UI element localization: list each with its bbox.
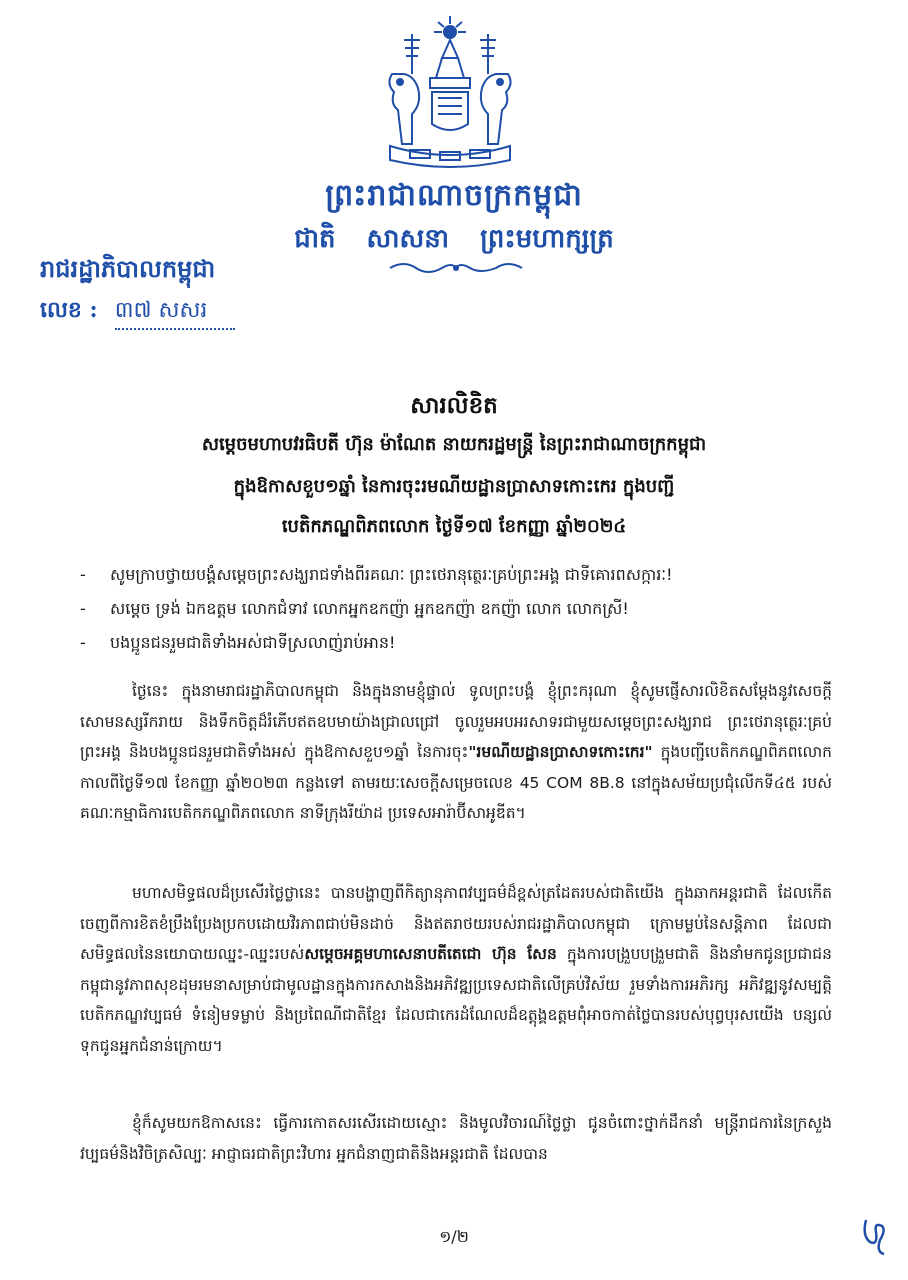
reference-label: លេខ :	[40, 297, 98, 323]
person-name-bold: សម្តេចអគ្គមហាសេនាបតីតេជោ ហ៊ុន សែន	[304, 945, 557, 963]
salutation-text: សម្តេច ទ្រង់ ឯកឧត្តម លោកជំទាវ លោកអ្នកឧកញ៉ា អ្នកឧកញ៉ា ឧកញ៉ា លោក លោកស្រី!	[110, 599, 629, 618]
salutation-item	[80, 558, 860, 592]
title-line-4: បេតិកភណ្ឌពិភពលោក ថ្ងៃទី១៧ ខែកញ្ញា ឆ្នាំ២០២៤	[281, 516, 627, 537]
paragraph-text: មហាសមិទ្ធផលដ៏ប្រសើរថ្លៃថ្លានេះ បានបង្ហាញពីកិត្យានុភាពវប្បធម៌ដ៏ខ្ពស់ត្រដែតរបស់ជាតិយើង ក្នុងឆាកអន្តរជាតិ ដែលកើតចេញពីការខិតខំប្រឹងប្រែងប្រកបដោយវិរភាពជាប់មិនដាច់ និងឥតរាថយរបស់រាជរដ្ឋាភិបាលកម្ពុជា ក្រោមម្លប់នៃសន្តិភាព ដែលជាសមិទ្ធផលនៃនយោបាយឈ្នះ-ឈ្នះរបស់	[80, 884, 832, 963]
paragraph-text: ខ្ញុំក៏សូមយកឱកាសនេះ ធ្វើការកោតសរសើរដោយស្មោះ និងមូលវិចារណ៍ថ្លៃថ្លា ជូនចំពោះថ្នាក់ដឹកនាំ មន្ត្រីរាជការនៃក្រសួងវប្បធម៌និងវិចិត្រសិល្បៈ អាជ្ញាធរជាតិព្រះវិហារ អ្នកជំនាញជាតិនិងអន្តរជាតិ ដែលបាន	[80, 1114, 832, 1163]
body-paragraph-3	[80, 1108, 832, 1169]
paragraph-text: ក្នុងការបង្រួបបង្រួមជាតិ និងនាំមកជូនប្រជាជនកម្ពុជានូវភាពសុខដុមរមនាសម្រាប់ជាមូលដ្ឋានក្នុងការកសាងនិងអភិវឌ្ឍប្រទេសជាតិលើគ្រប់វិស័យ រួមទាំងការអភិរក្ស អភិវឌ្ឍនូវសម្បត្តិ បេតិកភណ្ឌវប្បធម៌ ទំនៀមទម្លាប់ និងប្រពៃណីជាតិខ្មែរ ដែលជាកេរដំណែលដ៏ឧត្តុង្គឧត្តមពុំអាចកាត់ថ្លៃបានរបស់បុព្វបុរសយើង បន្សល់ទុកជូនអ្នកជំនាន់ក្រោយ។	[80, 945, 832, 1055]
kingdom-name: ព្រះរាជាណាចក្រកម្ពុជា	[325, 178, 583, 213]
bullet-dash: -	[80, 633, 86, 652]
body-paragraph-1	[80, 676, 832, 829]
reference-number	[40, 296, 235, 330]
body-paragraph-2	[80, 878, 832, 1061]
title-line-3: ក្នុងឱកាសខួប១ឆ្នាំ នៃការចុះរមណីយដ្ឋានប្រាសាទកោះកេរ ក្នុងបញ្ជី	[233, 476, 675, 497]
paragraph-text: ក្នុងបញ្ជីបេតិកភណ្ឌពិភពលោក កាលពីថ្ងៃទី១៧ ខែកញ្ញា ឆ្នាំ២០២៣ កន្លងទៅ តាមរយៈសេចក្តីសម្រេចលេខ 45 COM 8B.8 នៅក្នុងសម័យប្រជុំលើកទី៤៥ របស់គណៈកម្មាធិការបេតិកភណ្ឌពិភពលោក នាទីក្រុងរីយ៉ាដ ប្រទេសអារ៉ាប៊ីសាអូឌីត។	[80, 743, 832, 822]
bullet-dash: -	[80, 599, 86, 618]
handwritten-initials-icon	[860, 1212, 890, 1258]
salutation-text: សូមក្រាបថ្វាយបង្គំសម្តេចព្រះសង្ឃរាជទាំងពីរគណៈ ព្រះថេរានុត្ថេរៈគ្រប់ព្រះអង្គ ជាទីគោរពសក្ការៈ!	[110, 565, 673, 584]
title-line-2: សម្តេចមហាបវរធិបតី ហ៊ុន ម៉ាណែត នាយករដ្ឋមន្ត្រី នៃព្រះរាជាណាចក្រកម្ពុជា	[201, 434, 707, 455]
page-number: ១/២	[439, 1227, 469, 1246]
site-name-bold: "រមណីយដ្ឋានប្រាសាទកោះកេរ"	[468, 743, 653, 761]
salutation-item	[80, 592, 860, 626]
salutation-text: បងប្អូនជនរួមជាតិទាំងអស់ជាទីស្រលាញ់រាប់អាន!	[110, 633, 396, 652]
royal-coat-of-arms-emblem	[372, 14, 528, 170]
reference-value: ៣៧ សសរ	[115, 296, 235, 330]
paragraph-text: ថ្ងៃនេះ ក្នុងនាមរាជរដ្ឋាភិបាលកម្ពុជា និងក្នុងនាមខ្ញុំផ្ទាល់ ទូលព្រះបង្គំ ខ្ញុំព្រះករុណា ខ្ញុំសូមផ្ញើសារលិខិតសម្តែងនូវសេចក្តីសោមនស្សរីករាយ និងទឹកចិត្តដ៏រំភើបឥតឧបមាយ៉ាងជ្រាលជ្រៅ ចូលរួមអបអរសាទរជាមួយសម្តេចព្រះសង្ឃរាជ ព្រះថេរានុត្ថេរៈគ្រប់ព្រះអង្គ និងបងប្អូនជនរួមជាតិទាំងអស់ ក្នុងឱកាសខួប១ឆ្នាំ នៃការចុះ	[80, 682, 832, 761]
decorative-flourish-icon	[386, 258, 526, 278]
national-motto: ជាតិ សាសនា ព្រះមហាក្សត្រ	[294, 224, 614, 254]
salutation-item	[80, 626, 860, 660]
document-title: សារលិខិត	[410, 392, 498, 419]
salutation-list	[80, 558, 860, 660]
government-name: រាជរដ្ឋាភិបាលកម្ពុជា	[40, 254, 216, 283]
bullet-dash: -	[80, 565, 86, 584]
